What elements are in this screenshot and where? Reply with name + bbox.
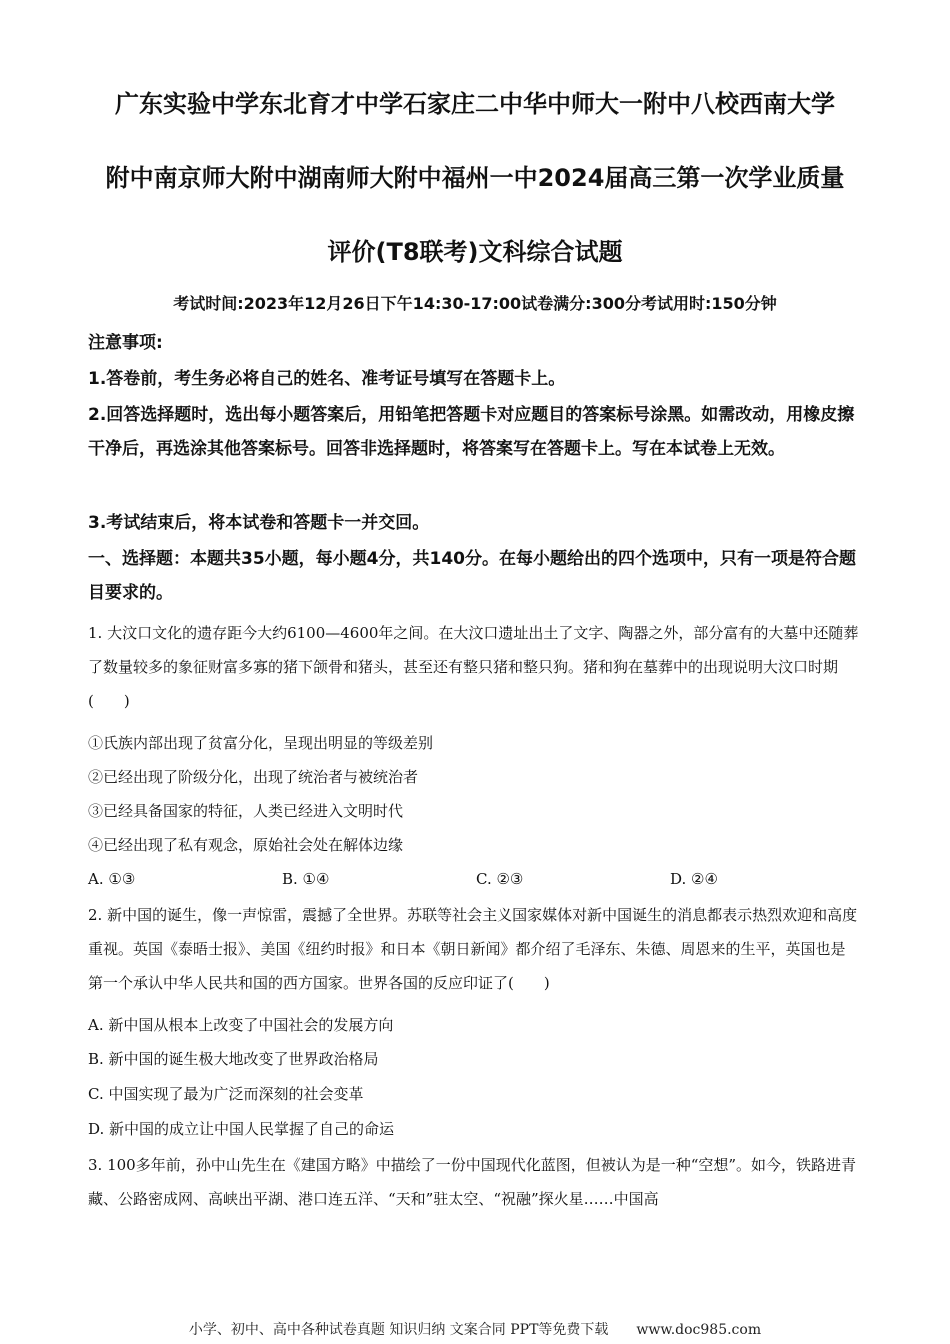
- section-heading: 一、选择题：本题共35小题，每小题4分，共140分。在每小题给出的四个选项中，只有一项是符合题目要求的。: [88, 549, 856, 603]
- question-2-option-b: B. 新中国的诞生极大地改变了世界政治格局: [88, 1050, 379, 1068]
- notes-heading: 注意事项:: [88, 333, 163, 353]
- note-item-2: 2.回答选择题时，选出每小题答案后，用铅笔把答题卡对应题目的答案标号涂黑。如需改动，用橡皮擦干净后，再选涂其他答案标号。回答非选择题时，将答案写在答题卡上。写在本试卷上无效。: [88, 405, 855, 459]
- question-1-statement-3: ③已经具备国家的特征，人类已经进入文明时代: [88, 802, 404, 820]
- exam-title-line-1: 广东实验中学东北育才中学石家庄二中华中师大一附中八校西南大学: [115, 90, 835, 118]
- question-2-option-a: A. 新中国从根本上改变了中国社会的发展方向: [88, 1016, 394, 1034]
- question-2-option-c: C. 中国实现了最为广泛而深刻的社会变革: [88, 1085, 364, 1103]
- question-2-option-d: D. 新中国的成立让中国人民掌握了自己的命运: [88, 1120, 395, 1138]
- question-1-statement-2: ②已经出现了阶级分化，出现了统治者与被统治者: [88, 768, 419, 786]
- question-1-option-c: C. ②③: [476, 870, 524, 888]
- question-1-stem: 1. 大汶口文化的遗存距今大约6100—4600年之间。在大汶口遗址出土了文字、陶器之外，部分富有的大墓中还随葬了数量较多的象征财富多寡的猪下颌骨和猪头，甚至还有整只猪和整只狗。猪和狗在墓葬中的出现说明大汶口时期( ): [88, 624, 859, 710]
- question-3-stem: 3. 100多年前，孙中山先生在《建国方略》中描绘了一份中国现代化蓝图，但被认为是一种“空想”。如今，铁路进青藏、公路密成网、高峡出平湖、港口连五洋、“天和”驻太空、“祝融”探火星……中国高: [88, 1156, 857, 1208]
- question-1-option-d: D. ②④: [670, 870, 718, 888]
- exam-info: 考试时间:2023年12月26日下午14:30-17:00试卷满分:300分考试用时:150分钟: [173, 294, 777, 313]
- exam-title-line-3: 评价(T8联考)文科综合试题: [327, 238, 623, 266]
- exam-title-line-2: 附中南京师大附中湖南师大附中福州一中2024届高三第一次学业质量: [105, 164, 845, 192]
- question-1-statement-1: ①氏族内部出现了贫富分化，呈现出明显的等级差别: [88, 734, 434, 752]
- question-2-stem: 2. 新中国的诞生，像一声惊雷，震撼了全世界。苏联等社会主义国家媒体对新中国诞生的消息都表示热烈欢迎和高度重视。英国《泰晤士报》、美国《纽约时报》和日本《朝日新闻》都介绍了毛泽东、朱德、周恩来的生平，英国也是第一个承认中华人民共和国的西方国家。世界各国的反应印证了( ): [88, 906, 858, 992]
- note-item-3: 3.考试结束后，将本试卷和答题卡一并交回。: [88, 513, 430, 533]
- note-item-1: 1.答卷前，考生务必将自己的姓名、准考证号填写在答题卡上。: [88, 369, 566, 389]
- question-1-statement-4: ④已经出现了私有观念，原始社会处在解体边缘: [88, 836, 404, 854]
- question-1-option-b: B. ①④: [282, 870, 330, 888]
- page-footer: 小学、初中、高中各种试卷真题 知识归纳 文案合同 PPT等免费下载 www.doc985.com: [188, 1322, 762, 1338]
- question-1-option-a: A. ①③: [88, 870, 136, 888]
